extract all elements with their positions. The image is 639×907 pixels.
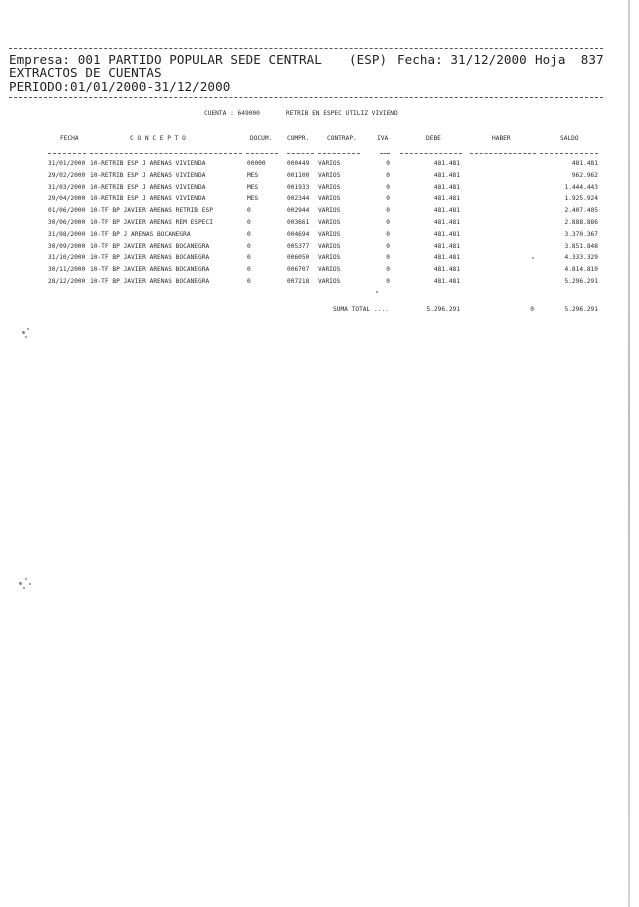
cell-fecha: 30/09/2000 xyxy=(48,242,86,250)
cell-concepto: 10-TF BP JAVIER ARENAS BOCANEGRA xyxy=(90,266,210,274)
cell-debe: 481.481 xyxy=(433,230,460,238)
cell-debe: 481.481 xyxy=(433,160,460,167)
cell-compr: 006050 xyxy=(287,254,310,262)
cell-contrap: VARIOS xyxy=(318,266,341,274)
cell-fecha: 31/03/2000 xyxy=(48,183,86,191)
col-header-compr: COMPR. xyxy=(287,135,310,142)
cell-saldo: 2.407.405 xyxy=(564,207,598,215)
col-header-saldo: SALDO xyxy=(560,135,579,142)
cell-debe: 481.481 xyxy=(433,219,460,226)
cell-iva: 0 xyxy=(386,278,390,285)
cell-compr: 000449 xyxy=(287,160,310,167)
cell-saldo: 5.296.291 xyxy=(564,278,598,285)
col-header-iva: IVA xyxy=(377,135,389,142)
cell-debe: 481.481 xyxy=(433,278,460,285)
cell-debe: 481.481 xyxy=(433,242,460,250)
cell-saldo: 962.962 xyxy=(571,171,598,179)
col-header-concepto: C O N C E P T O xyxy=(130,135,186,142)
cell-fecha: 31/01/2000 xyxy=(48,160,86,167)
cell-iva: 0 xyxy=(386,171,390,179)
cell-docum: 0 xyxy=(247,254,251,262)
cell-concepto: 10-TF BP J ARENAS BOCANEGRA xyxy=(90,230,191,238)
cell-contrap: VARIOS xyxy=(318,230,341,238)
top-rule xyxy=(9,48,603,49)
cell-concepto: 10-TF BP JAVIER ARENAS BOCANEGRA xyxy=(90,278,210,285)
total-haber: 0 xyxy=(530,306,534,313)
total-debe: 5.296.291 xyxy=(426,306,460,313)
cell-docum: 0 xyxy=(247,266,251,274)
col-header-debe: DEBE xyxy=(426,135,441,142)
cell-fecha: 28/12/2000 xyxy=(48,278,86,285)
cell-concepto: 10-TF BP JAVIER ARENAS BOCANEGRA xyxy=(90,242,210,250)
cell-fecha: 29/02/2000 xyxy=(48,171,86,179)
cell-iva: 0 xyxy=(386,207,390,215)
account-number: CUENTA : 649000 xyxy=(204,110,260,117)
cell-compr: 001933 xyxy=(287,183,310,191)
cell-saldo: 4.333.329 xyxy=(564,254,598,262)
cell-iva: 0 xyxy=(386,254,390,262)
cell-fecha: 01/06/2000 xyxy=(48,207,86,215)
empresa-line: Empresa: 001 PARTIDO POPULAR SEDE CENTRAL xyxy=(9,52,322,67)
cell-contrap: VARIOS xyxy=(318,195,341,203)
header-rule xyxy=(9,97,603,98)
cell-concepto: 10-RETRIB ESP J ARENAS VIVIENDA xyxy=(90,183,206,191)
col-header-contrap: CONTRAP. xyxy=(327,135,357,142)
col-header-docum: DOCUM. xyxy=(250,135,273,142)
cell-docum: 0 xyxy=(247,242,251,250)
cell-compr: 002344 xyxy=(287,195,310,203)
cell-fecha: 29/04/2000 xyxy=(48,195,86,203)
cell-fecha: 31/10/2000 xyxy=(48,254,86,262)
cell-concepto: 10-RETRIB ESP J ARENAS VIVIENDA xyxy=(90,160,206,167)
cell-concepto: 10-TF BP JAVIER ARENAS RETRIB ESP xyxy=(90,207,213,215)
cell-debe: 481.481 xyxy=(433,195,460,203)
cell-debe: 481.481 xyxy=(433,254,460,262)
cell-contrap: VARIOS xyxy=(318,278,341,285)
total-saldo: 5.296.291 xyxy=(564,306,598,313)
cell-debe: 481.481 xyxy=(433,183,460,191)
cell-contrap: VARIOS xyxy=(318,171,341,179)
cell-docum: MES xyxy=(247,195,259,203)
cell-saldo: 481.481 xyxy=(571,160,598,167)
cell-compr: 005377 xyxy=(287,242,310,250)
cell-debe: 481.481 xyxy=(433,207,460,215)
cell-concepto: 10-RETRIB ESP J ARENAS VIVIENDA xyxy=(90,195,206,203)
cell-concepto: 10-TF BP JAVIER ARENAS BOCANEGRA xyxy=(90,254,210,262)
cell-docum: 00000 xyxy=(247,160,266,167)
cell-debe: 481.481 xyxy=(433,171,460,179)
cell-compr: 006707 xyxy=(287,266,310,274)
cell-compr: 001100 xyxy=(287,171,310,179)
cell-saldo: 1.925.924 xyxy=(564,195,598,203)
cell-iva: 0 xyxy=(386,242,390,250)
cell-saldo: 3.851.848 xyxy=(564,242,598,250)
cell-iva: 0 xyxy=(386,160,390,167)
cell-saldo: 2.888.886 xyxy=(564,219,598,226)
scan-edge xyxy=(628,0,630,907)
cell-iva: 0 xyxy=(386,183,390,191)
report-title: EXTRACTOS DE CUENTAS xyxy=(9,65,162,80)
cell-debe: 481.481 xyxy=(433,266,460,274)
cell-iva: 0 xyxy=(386,219,390,226)
cell-docum: 0 xyxy=(247,219,251,226)
cell-concepto: 10-TF BP JAVIER ARENAS REM ESPECI xyxy=(90,219,213,226)
cell-compr: 003661 xyxy=(287,219,310,226)
cell-iva: 0 xyxy=(386,266,390,274)
cell-docum: MES xyxy=(247,183,259,191)
account-description: RETRIB EN ESPEC UTILIZ VIVIEND xyxy=(286,110,398,117)
cell-fecha: 30/11/2000 xyxy=(48,266,86,274)
cell-contrap: VARIOS xyxy=(318,219,341,226)
cell-contrap: VARIOS xyxy=(318,254,341,262)
cell-concepto: 10-RETRIB ESP J ARENAS VIVIENDA xyxy=(90,171,206,179)
cell-saldo: 4.814.810 xyxy=(564,266,598,274)
page-number: Hoja 837 xyxy=(535,52,604,67)
cell-docum: 0 xyxy=(247,278,251,285)
cell-contrap: VARIOS xyxy=(318,160,341,167)
cell-fecha: 30/06/2000 xyxy=(48,219,86,226)
col-header-fecha: FECHA xyxy=(60,135,79,142)
cell-compr: 004694 xyxy=(287,230,310,238)
cell-contrap: VARIOS xyxy=(318,242,341,250)
cell-docum: 0 xyxy=(247,207,251,215)
cell-saldo: 3.370.367 xyxy=(564,230,598,238)
col-header-haber: HABER xyxy=(492,135,511,142)
cell-compr: 002944 xyxy=(287,207,310,215)
cell-contrap: VARIOS xyxy=(318,207,341,215)
report-date: Fecha: 31/12/2000 xyxy=(397,52,527,67)
report-period: PERIODO:01/01/2000-31/12/2000 xyxy=(9,79,231,94)
cell-compr: 007218 xyxy=(287,278,310,285)
cell-iva: 0 xyxy=(386,230,390,238)
cell-docum: MES xyxy=(247,171,259,179)
cell-contrap: VARIOS xyxy=(318,183,341,191)
cell-iva: 0 xyxy=(386,195,390,203)
country-code: (ESP) xyxy=(349,52,388,67)
total-label: SUMA TOTAL .... xyxy=(333,306,389,313)
cell-saldo: 1.444.443 xyxy=(564,183,598,191)
cell-docum: 0 xyxy=(247,230,251,238)
cell-fecha: 31/08/2000 xyxy=(48,230,86,238)
